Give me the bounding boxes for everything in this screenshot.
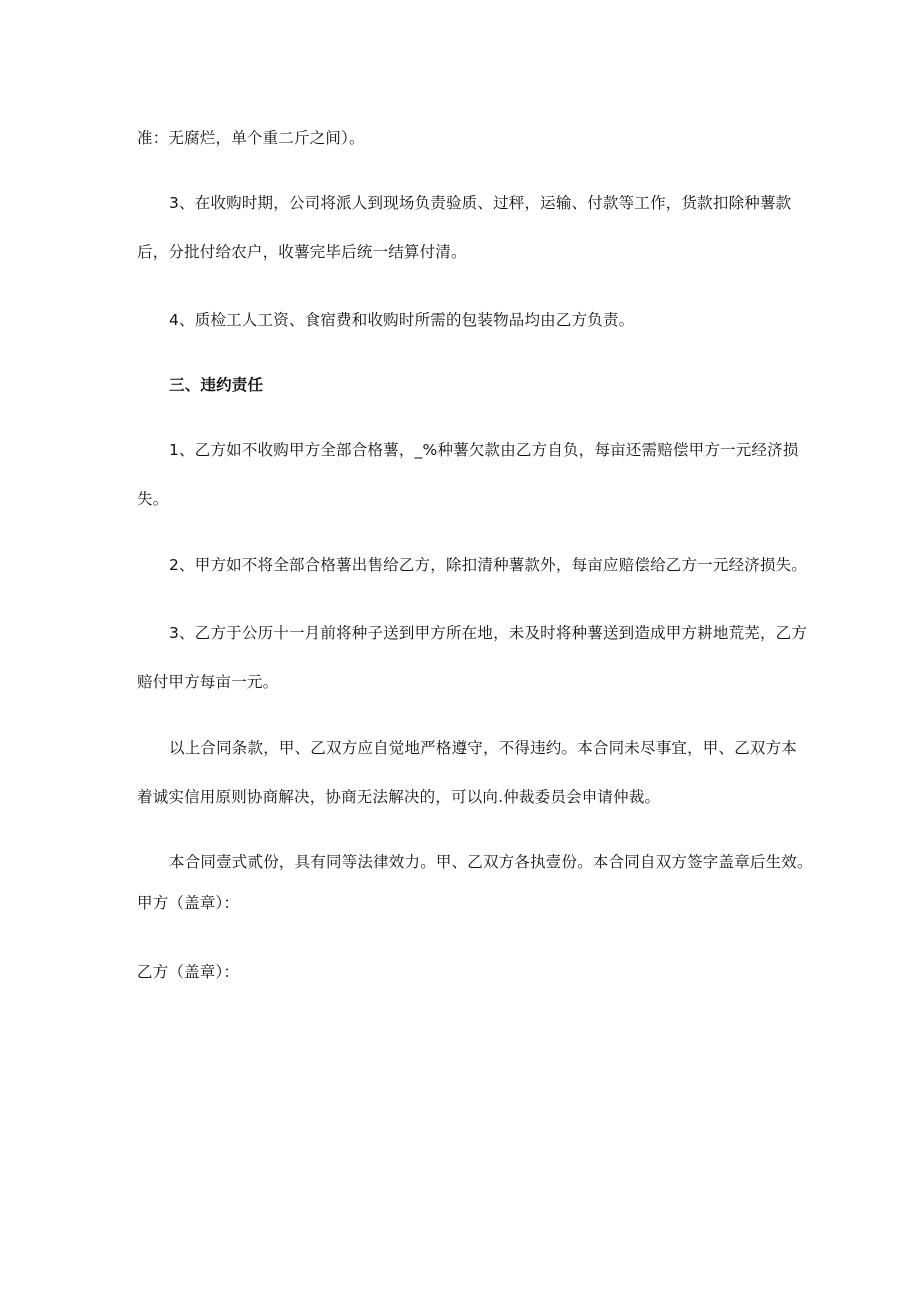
breach-2-line: 2、甲方如不将全部合格薯出售给乙方，除扣清种薯款外，每亩应赔偿给乙方一元经济损失。 [169,556,808,574]
breach-1-line-1: 1、乙方如不收购甲方全部合格薯，_%种薯欠款由乙方自负，每亩还需赔偿甲方一元经济损 [169,441,799,459]
paragraph-line: 准：无腐烂，单个重二斤之间）。 [137,129,365,147]
breach-1-line-2: 失。 [137,490,169,508]
closing-line-1: 以上合同条款，甲、乙双方应自觉地严格遵守，不得违约。本合同未尽事宜，甲、乙双方本 [169,739,798,757]
clause-3-line-2: 后，分批付给农户，收薯完毕后统一结算付清。 [137,243,467,261]
clause-4-line: 4、质检工人工资、食宿费和收购时所需的包装物品均由乙方负责。 [169,311,635,329]
section-heading: 三、违约责任 [169,376,264,394]
closing-line-2: 着诚实信用原则协商解决，协商无法解决的，可以向.仲裁委员会申请仲裁。 [137,788,661,806]
party-a-signature: 甲方（盖章）： [137,894,240,912]
clause-3-line-1: 3、在收购时期，公司将派人到现场负责验质、过秤，运输、付款等工作，货款扣除种薯款 [169,194,792,212]
party-b-signature: 乙方（盖章）： [137,963,240,981]
copies-clause: 本合同壹式贰份，具有同等法律效力。甲、乙双方各执壹份。本合同自双方签字盖章后生效。 [169,853,813,871]
breach-3-line-1: 3、乙方于公历十一月前将种子送到甲方所在地，未及时将种薯送到造成甲方耕地荒芜，乙方 [169,624,808,642]
breach-3-line-2: 赔付甲方每亩一元。 [137,673,279,691]
